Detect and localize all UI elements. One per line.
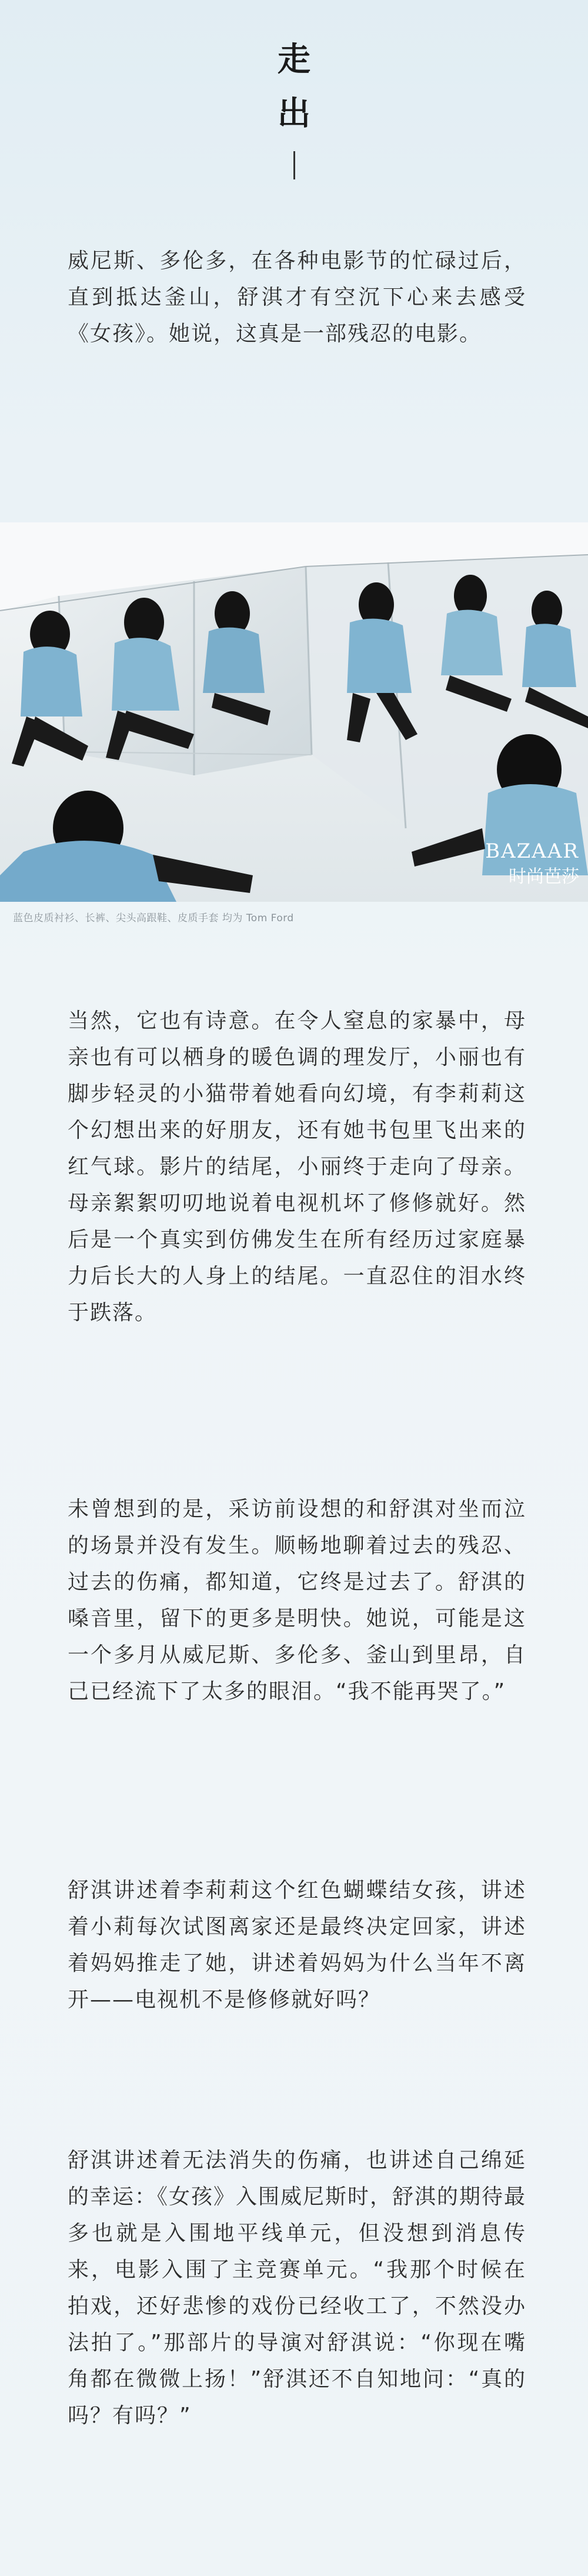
paragraph-body: 未曾想到的是，采访前设想的和舒淇对坐而泣的场景并没有发生。顺畅地聊着过去的残忍、过去的伤痛，都知道，它终是过去了。舒淇的嗓音里，留下的更多是明快。她说，可能是这一个多月从威尼斯、多伦多、釜山到里昂，自己已经流下了太多的眼泪。“我不能再哭了。” [68,1497,526,1704]
title-vertical-rule [293,151,295,179]
paragraph-body: 当然，它也有诗意。在令人窒息的家暴中，母亲也有可以栖身的暖色调的理发厅，小丽也有脚步轻灵的小猫带着她看向幻境，有李莉莉这个幻想出来的好朋友，还有她书包里飞出来的红气球。影片的结尾，小丽终于走向了母亲。母亲絮絮叨叨地说着电视机坏了修修就好。然后是一个真实到仿佛发生在所有经历过家庭暴力后长大的人身上的结尾。一直忍住的泪水终于跌落。 [68,1009,526,1325]
section-title-char: 走 [278,40,310,79]
photo-caption: 蓝色皮质衬衫、长裤、尖头高跟鞋、皮质手套 均为 Tom Ford [13,912,294,924]
bazaar-watermark-cn: 时尚芭莎 [509,867,579,887]
bazaar-watermark: BAZAAR [485,839,579,863]
section-title-char: 出 [278,94,310,133]
paragraph-body: 舒淇讲述着无法消失的伤痛，也讲述自己绵延的幸运：《女孩》入围威尼斯时，舒淇的期待最多也就是入围地平线单元，但没想到消息传来，电影入围了主竞赛单元。“我那个时候在拍戏，还好悲惨的戏份已经收工了，不然没办法拍了。”那部片的导演对舒淇说：“你现在嘴角都在微微上扬！”舒淇还不自知地问：“真的吗？有吗？” [68,2148,527,2428]
fashion-photo [0,522,588,902]
section-title [0,32,588,179]
paragraph-intro: 威尼斯、多伦多，在各种电影节的忙碌过后，直到抵达釜山，舒淇才有空沉下心来去感受《女孩》。她说，这真是一部残忍的电影。 [68,249,526,346]
paragraph-body: 舒淇讲述着李莉莉这个红色蝴蝶结女孩，讲述着小莉每次试图离家还是最终决定回家，讲述着妈妈推走了她，讲述着妈妈为什么当年不离开——电视机不是修修就好吗？ [68,1878,526,2012]
